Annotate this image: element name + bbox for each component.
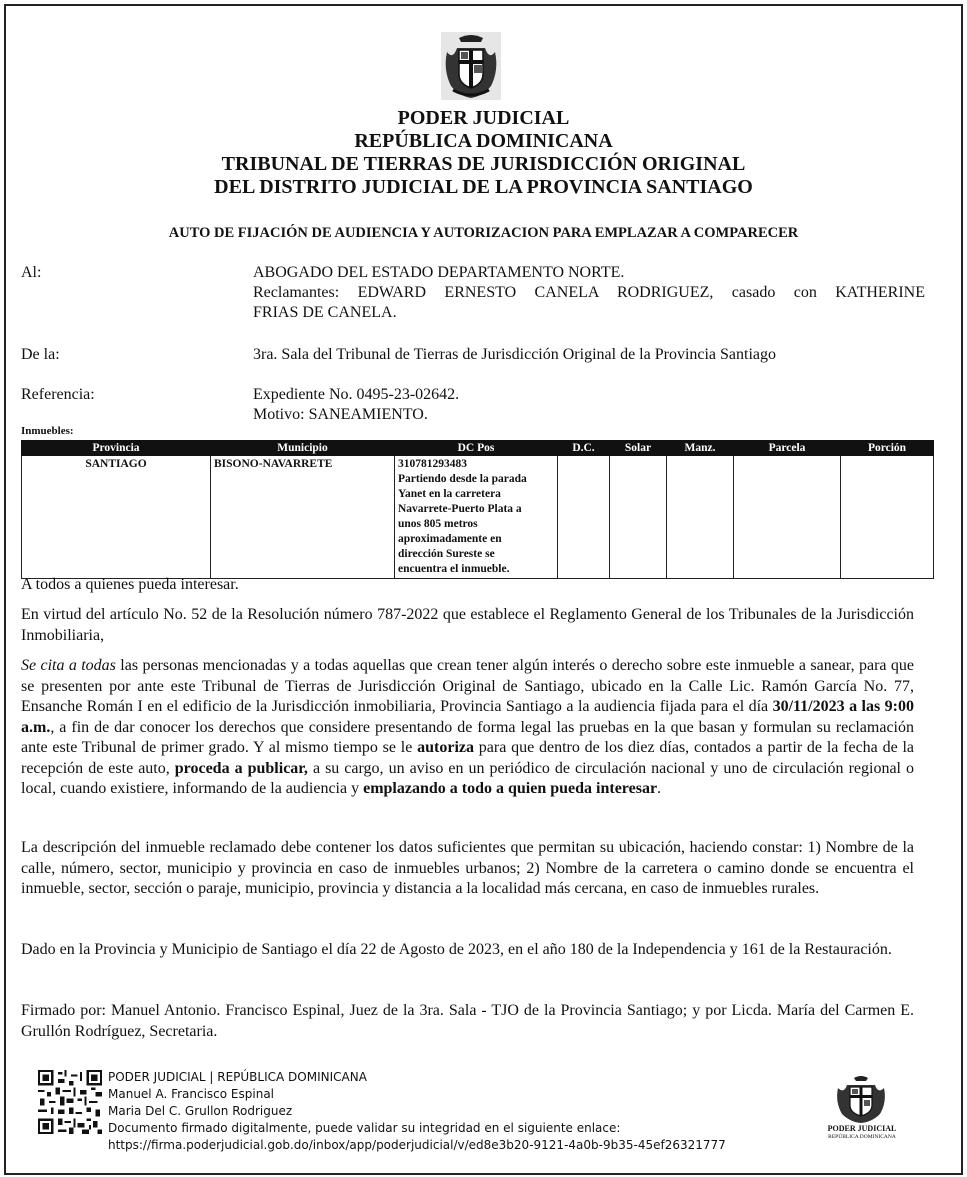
de-la-value: 3ra. Sala del Tribunal de Tierras de Jurisdicción Original de la Provincia Santiago [253,346,777,363]
emplazando-text: emplazando a todo a quien pueda interesar [363,780,658,797]
citacion-text: las personas mencionadas y a todas aquellas que crean tener algún interés o derecho sobre este inmueble a sanear, para que se presenten por ante este Tribunal de Tierras de Jurisdicción Original de Santiago, ubicado en la Calle Lic. Ramón García No. 77, Ensanche Román I en el edificio de la Jurisdicción inmobiliaria, Provincia Santiago a la audiencia fijada para el día [21,657,915,715]
footer-signer-1: Manuel A. Francisco Espinal [108,1087,275,1101]
autoriza-text: autoriza [417,739,474,756]
column-header: Manz. [667,441,734,456]
header-line-1: PODER JUDICIAL [397,107,570,129]
column-header: DC Pos [395,441,558,456]
header-line-4: DEL DISTRITO JUDICIAL DE LA PROVINCIA SANTIAGO [214,176,753,198]
cell-solar [610,456,667,579]
publicar-text: proceda a publicar, [174,759,308,777]
paragraph-citacion [21,656,914,800]
inmuebles-label: Inmuebles: [21,425,74,437]
header-line-3: TRIBUNAL DE TIERRAS DE JURISDICCIÓN ORIGINAL [221,153,746,175]
column-header: Porción [841,441,934,456]
dc-pos-line: encuentra el inmueble. [398,563,510,575]
citacion-text: , a fin de dar conocer los derechos que considere presentando de forma legal las pruebas en la que basan y formulan su reclamación ante este Tribunal de primer grado. Y al mismo tiempo se le [21,718,914,756]
digital-signature-block [108,1069,726,1154]
al-value [253,263,925,323]
paragraph-descripcion: La descripción del inmueble reclamado debe contener los datos suficientes que permitan su ubicación, haciendo constar: 1) Nombre de la calle, número, sector, municipio y provincia en caso de inmuebles urbanos; 2) Nombre de la carretera o camino donde se encuentra el inmueble, sector, sección o paraje, municipio, provincia y distancia a la localidad más cercana, en caso de inmuebles rurales. [21,839,914,897]
cell-manz [667,456,734,579]
al-line-1: ABOGADO DEL ESTADO DEPARTAMENTO NORTE. [253,264,625,281]
cell-parcela [734,456,841,579]
dc-pos-line: Navarrete-Puerto Plata a [398,503,522,515]
cell-municipio: BISONO-NAVARRETE [211,456,395,579]
qr-code-icon[interactable] [38,1070,102,1134]
coat-of-arms-icon [439,30,503,102]
column-header: Provincia [22,441,211,456]
dc-pos-line: aproximadamente en [398,533,502,545]
paragraph-intro: A todos a quienes pueda interesar. [21,576,239,593]
referencia-line-2: Motivo: SANEAMIENTO. [253,406,428,423]
paragraph-articulo: En virtud del artículo No. 52 de la Resolución número 787-2022 que establece el Reglamento General de los Tribunales de la Jurisdicción Inmobiliaria, [21,606,914,644]
cita-italic: Se cita a todas [21,657,116,674]
seal-caption [812,1124,912,1142]
column-header: Solar [610,441,667,456]
footer-validation-text: Documento firmado digitalmente, puede validar su integridad en el siguiente enlace: [108,1121,621,1135]
al-line-2: Reclamantes: EDWARD ERNESTO CANELA RODRIGUEZ, casado con KATHERINE [253,284,925,301]
cell-dc [558,456,610,579]
column-header: Parcela [734,441,841,456]
cell-provincia: SANTIAGO [22,456,211,579]
dc-pos-line: Yanet en la carretera [398,488,501,500]
column-header: Municipio [211,441,395,456]
footer-institution: PODER JUDICIAL | REPÚBLICA DOMINICANA [108,1070,367,1084]
document-title: AUTO DE FIJACIÓN DE AUDIENCIA Y AUTORIZACION PARA EMPLAZAR A COMPARECER [168,225,799,241]
referencia-label: Referencia: [21,386,95,403]
seal-caption-line-2: REPÚBLICA DOMINICANA [828,1134,896,1140]
referencia-value [253,385,925,425]
citacion-text: a su cargo, un aviso en un periódico de circulación nacional y uno de circulación regional o local, cuando existiere, informando de la audiencia y [21,759,915,797]
poder-judicial-seal-icon [830,1074,892,1124]
referencia-line-1: Expediente No. 0495-23-02642. [253,386,460,403]
al-label: Al: [21,264,42,281]
paragraph-dado: Dado en la Provincia y Municipio de Santiago el día 22 de Agosto de 2023, en el año 180 de la Independencia y 161 de la Restauración. [21,941,892,958]
footer-signer-2: Maria Del C. Grullon Rodriguez [108,1104,293,1118]
dc-pos-line: unos 805 metros [398,518,478,530]
table-row [22,456,934,579]
cell-porcion [841,456,934,579]
cell-dc-pos [395,456,558,579]
footer-validation-link[interactable]: https://firma.poderjudicial.gob.do/inbox/app/poderjudicial/v/ed8e3b20-9121-4a0b-9b35-45ef26321777 [108,1138,726,1152]
property-table [21,440,934,579]
table-header-row [22,441,934,456]
citacion-text: para que dentro de los diez días, contados a partir de la fecha de la recepción de este auto, [21,739,914,777]
dc-pos-number: 310781293483 [398,458,467,470]
de-la-label: De la: [21,346,60,363]
citacion-text: . [657,780,662,797]
header-line-2: REPÚBLICA DOMINICANA [354,130,613,152]
seal-caption-line-1: PODER JUDICIAL [827,1124,897,1133]
dc-pos-line: Partiendo desde la parada [398,473,527,485]
al-line-3: FRIAS DE CANELA. [253,304,397,321]
dc-pos-line: dirección Sureste se [398,548,495,560]
paragraph-firmado: Firmado por: Manuel Antonio. Francisco Espinal, Juez de la 3ra. Sala - TJO de la Provincia Santiago; y por Licda. María del Carmen E. Grullón Rodríguez, Secretaria. [21,1002,914,1040]
column-header: D.C. [558,441,610,456]
audiencia-date: 30/11/2023 a las 9:00 a.m. [21,698,914,736]
